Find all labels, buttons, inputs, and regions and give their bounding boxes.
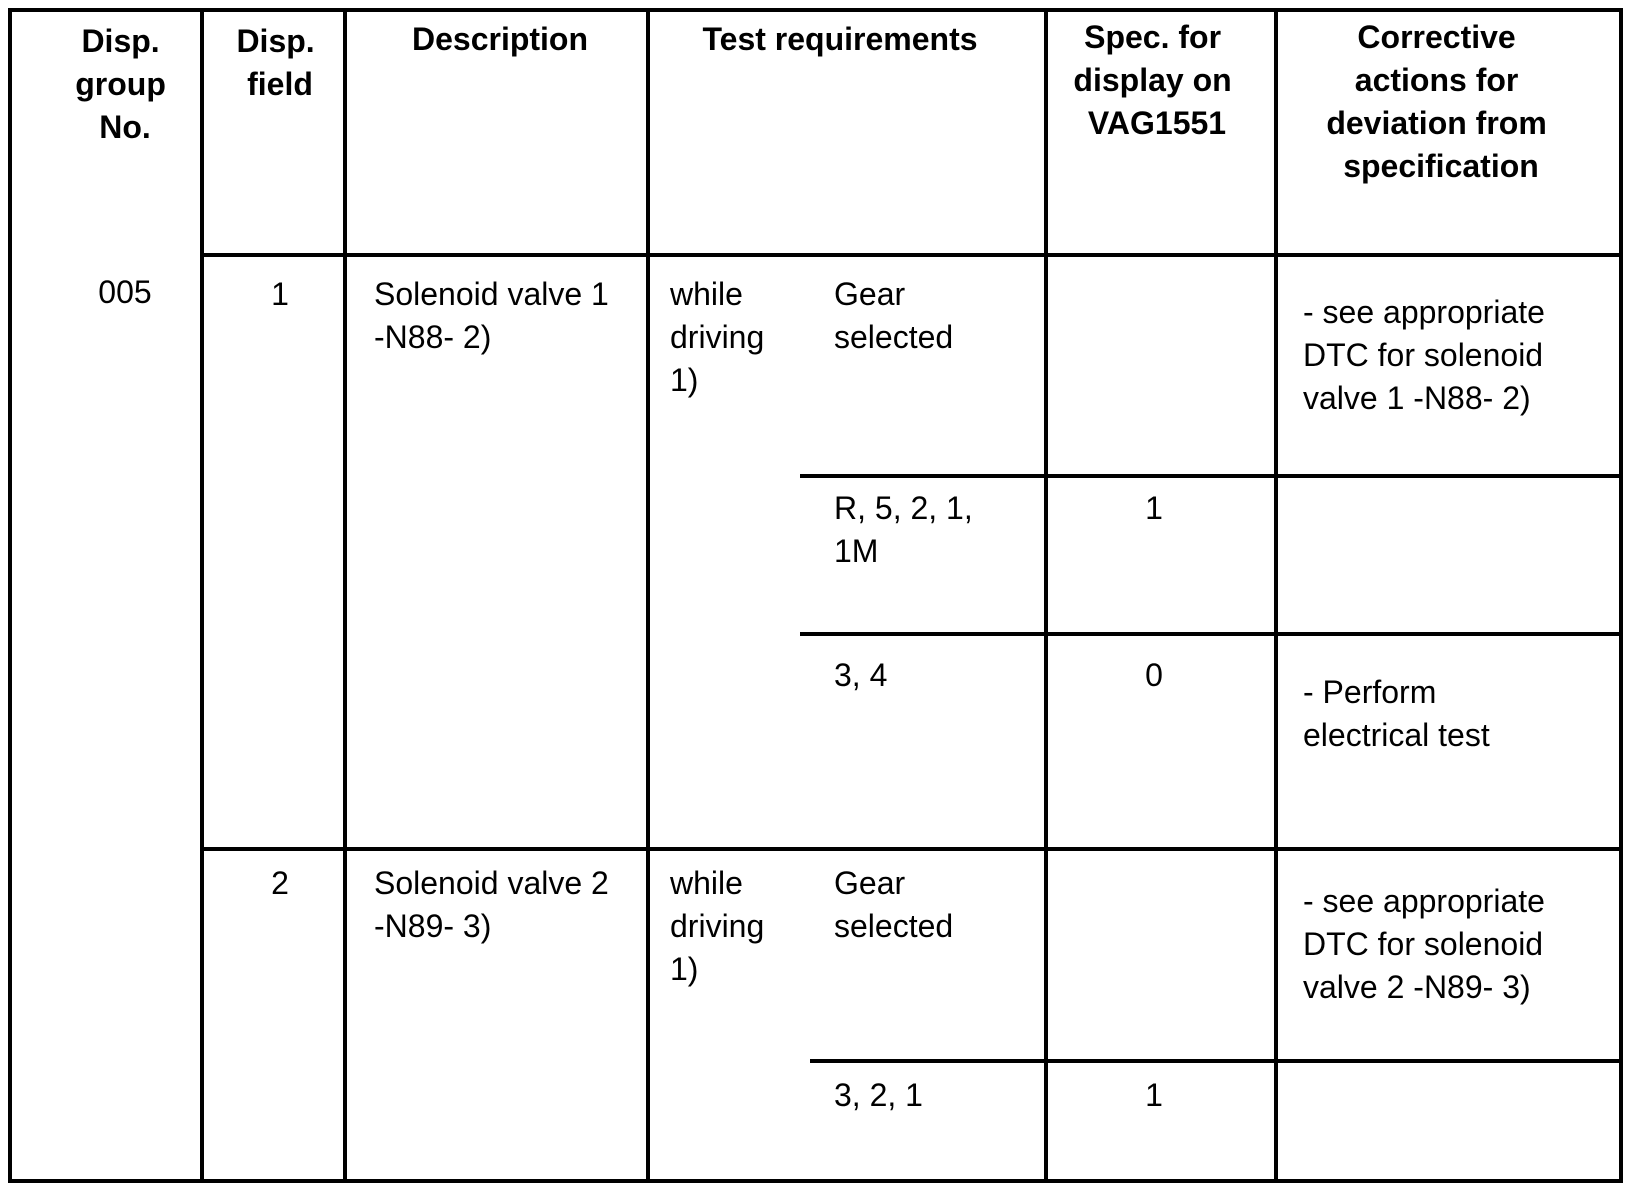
corrective-line: valve 1 -N88- 2) (1303, 380, 1531, 416)
table-row (271, 276, 1554, 753)
header-corrective (1326, 19, 1555, 184)
header-line: VAG1551 (1087, 105, 1227, 141)
header-spec (1073, 19, 1240, 141)
corrective-line: - see appropriate (1303, 294, 1545, 330)
group-number: 005 (98, 274, 152, 310)
gear-cell (834, 490, 982, 569)
gear-label-cell (834, 865, 953, 944)
spec-cell: 0 (1145, 657, 1163, 693)
gear-cell (834, 1077, 923, 1113)
corrective-line: DTC for solenoid (1303, 337, 1544, 373)
header-line: Disp. (236, 23, 315, 59)
condition-line: 1) (670, 362, 699, 398)
corrective-cell (1303, 674, 1490, 753)
table-row (271, 865, 1554, 1113)
condition-cell (669, 865, 773, 987)
gear-label-line: selected (834, 319, 954, 355)
gear-label-line: Gear (834, 865, 906, 901)
header-line: No. (99, 109, 151, 145)
header-line: Description (411, 21, 589, 57)
header-row (75, 19, 1555, 184)
description-line: -N89- 3) (374, 908, 492, 944)
corrective-line: - Perform (1303, 674, 1437, 710)
header-line: actions for (1354, 62, 1519, 98)
spec-cell: 1 (1145, 1077, 1163, 1113)
header-line: deviation from (1326, 105, 1547, 141)
condition-line: 1) (670, 951, 699, 987)
field-number: 2 (271, 865, 289, 901)
header-line: Test requirements (702, 21, 978, 57)
corrective-cell (1303, 883, 1554, 1005)
header-line: field (247, 66, 313, 102)
corrective-cell (1303, 294, 1554, 416)
condition-line: while (670, 865, 743, 901)
header-line: group (75, 66, 166, 102)
gear-line: 1M (834, 533, 879, 569)
condition-line: while (670, 276, 743, 312)
header-line: specification (1343, 148, 1539, 184)
header-line: display on (1073, 62, 1232, 98)
description-line: Solenoid valve 2 (374, 865, 609, 901)
header-line: Corrective (1357, 19, 1516, 55)
gear-label-line: selected (834, 908, 954, 944)
header-group-no (75, 23, 175, 145)
spec-cell: 1 (1145, 490, 1163, 526)
field-number: 1 (271, 276, 289, 312)
description-cell (374, 276, 618, 355)
header-description (412, 21, 588, 57)
condition-cell (669, 276, 773, 398)
header-test-requirements (702, 21, 977, 57)
corrective-line: DTC for solenoid (1303, 926, 1544, 962)
condition-line: driving (670, 908, 765, 944)
description-line: -N88- 2) (374, 319, 492, 355)
gear-label-line: Gear (834, 276, 906, 312)
gear-cell (834, 657, 887, 693)
description-line: Solenoid valve 1 (374, 276, 609, 312)
condition-line: driving (670, 319, 765, 355)
corrective-line: - see appropriate (1303, 883, 1545, 919)
description-cell (374, 865, 618, 944)
corrective-line: electrical test (1303, 717, 1490, 753)
gear-line: R, 5, 2, 1, (834, 490, 973, 526)
gear-line: 3, 4 (834, 657, 888, 693)
gear-line: 3, 2, 1 (834, 1077, 923, 1113)
header-line: Disp. (81, 23, 160, 59)
header-field (236, 23, 323, 102)
corrective-line: valve 2 -N89- 3) (1303, 969, 1531, 1005)
table-grid (10, 10, 1621, 1181)
header-line: Spec. for (1084, 19, 1222, 55)
gear-label-cell (834, 276, 953, 355)
table-border (10, 10, 1621, 1181)
